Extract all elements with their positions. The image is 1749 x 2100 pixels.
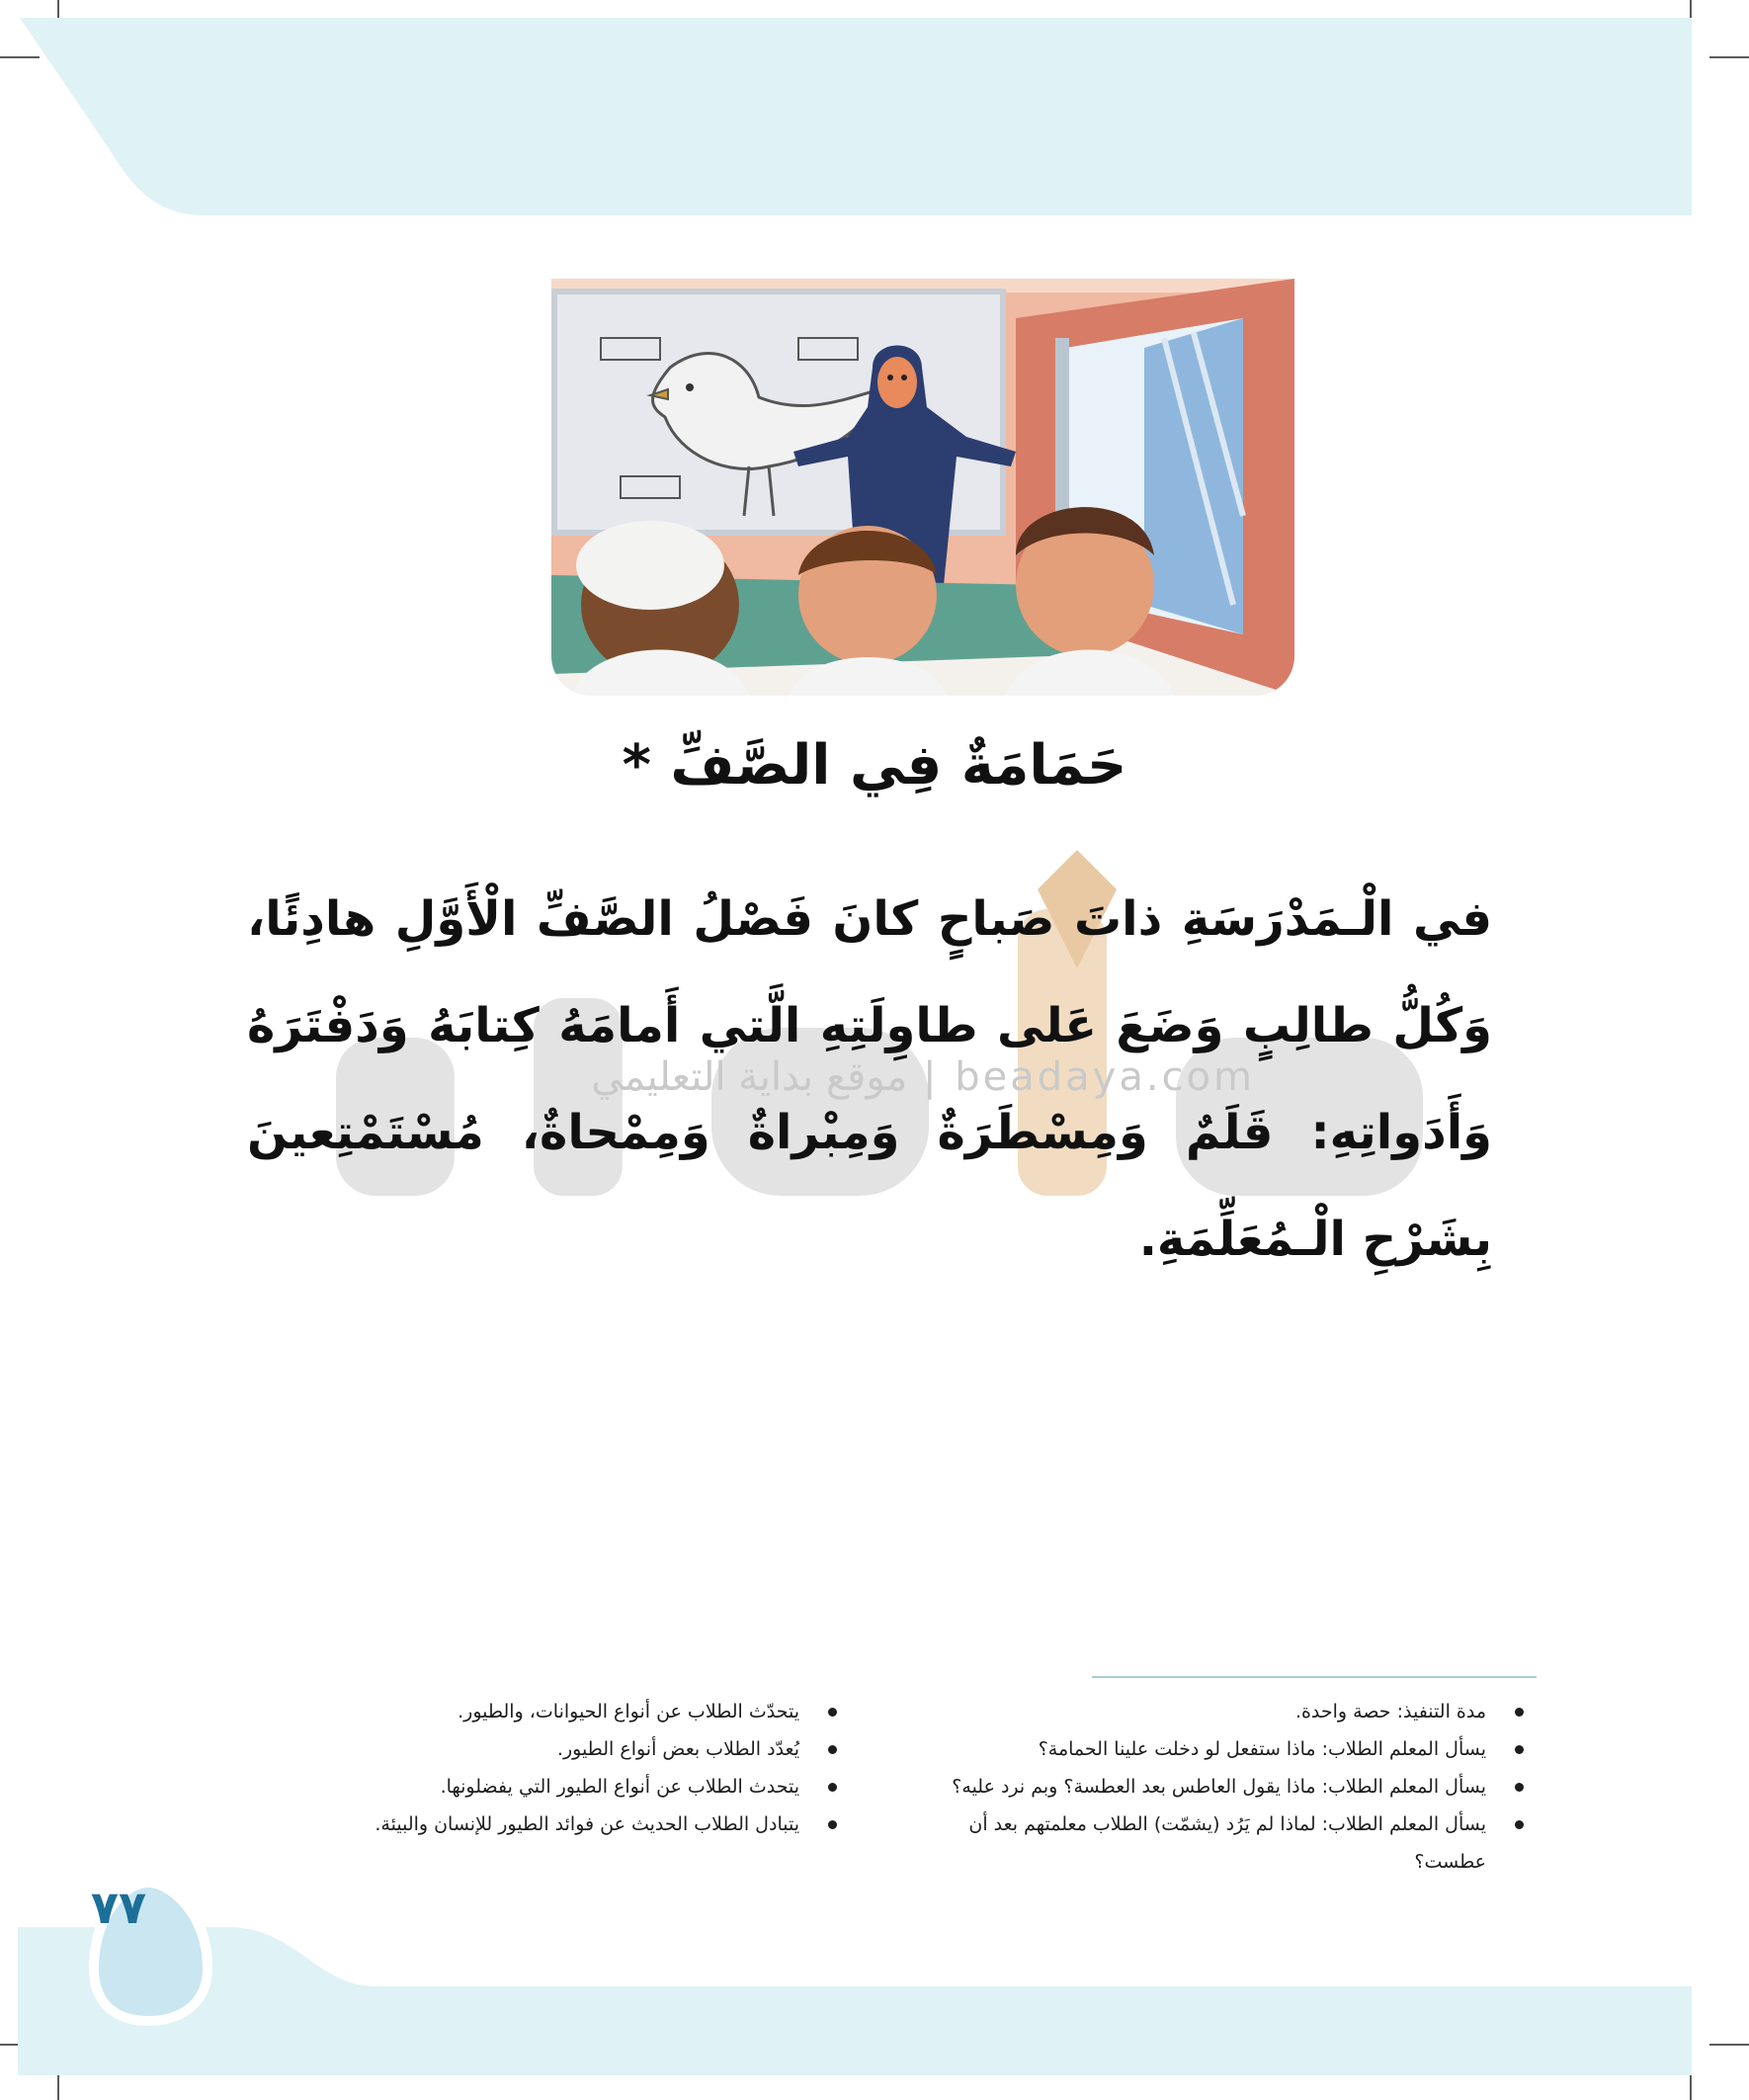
classroom-teacher-bird-illustration-icon [551, 279, 1294, 696]
note-item: يسأل المعلم الطلاب: لماذا لم يَرُد (يشمّت) الطلاب معلمتهم بعد أن عطست؟ [899, 1806, 1532, 1881]
note-item: يتبادل الطلاب الحديث عن فوائد الطيور للإنسان والبيئة. [277, 1806, 845, 1843]
story-text [247, 870, 1492, 1297]
story-line: وَأَدَواتِهِ: قَلَمٌ وَمِسْطَرَةٌ وَمِبْراةٌ وَمِمْحاةٌ، مُسْتَمْتِعينَ [247, 1105, 1492, 1160]
note-item: يُعدّد الطلاب بعض أنواع الطيور. [277, 1730, 845, 1768]
story-line: وَكُلُّ طالِبٍ وَضَعَ عَلى طاوِلَتِهِ الَّتي أَمامَهُ كِتابَهُ وَدَفْتَرَهُ [247, 998, 1492, 1053]
page-number: ٧٧ [90, 1881, 147, 1934]
teacher-notes-left [277, 1693, 845, 1843]
note-item: يسأل المعلم الطلاب: ماذا ستفعل لو دخلت علينا الحمامة؟ [899, 1730, 1532, 1768]
classroom-illustration [551, 279, 1294, 696]
watermark-site-text: beadaya.com | موقع بداية التعليمي [591, 1054, 1255, 1100]
note-item: مدة التنفيذ: حصة واحدة. [899, 1693, 1532, 1730]
teacher-notes-right [899, 1693, 1532, 1881]
story-line: بِشَرْحِ الْـمُعَلِّمَةِ. [1138, 1212, 1492, 1267]
lesson-title: حَمَامَةٌ فِي الصَّفِّ * [622, 733, 1127, 798]
note-item: يسأل المعلم الطلاب: ماذا يقول العاطس بعد العطسة؟ وبم نرد عليه؟ [899, 1768, 1532, 1806]
story-line: في الْـمَدْرَسَةِ ذاتَ صَباحٍ كانَ فَصْلُ الصَّفِّ الْأَوَّلِ هادِئًا، [247, 891, 1492, 947]
notes-divider [1092, 1676, 1537, 1678]
note-item: يتحدّث الطلاب عن أنواع الحيوانات، والطيور. [277, 1693, 845, 1730]
footer-band [0, 1858, 1749, 2100]
note-item: يتحدث الطلاب عن أنواع الطيور التي يفضلونها. [277, 1768, 845, 1806]
header-band [0, 0, 1749, 227]
